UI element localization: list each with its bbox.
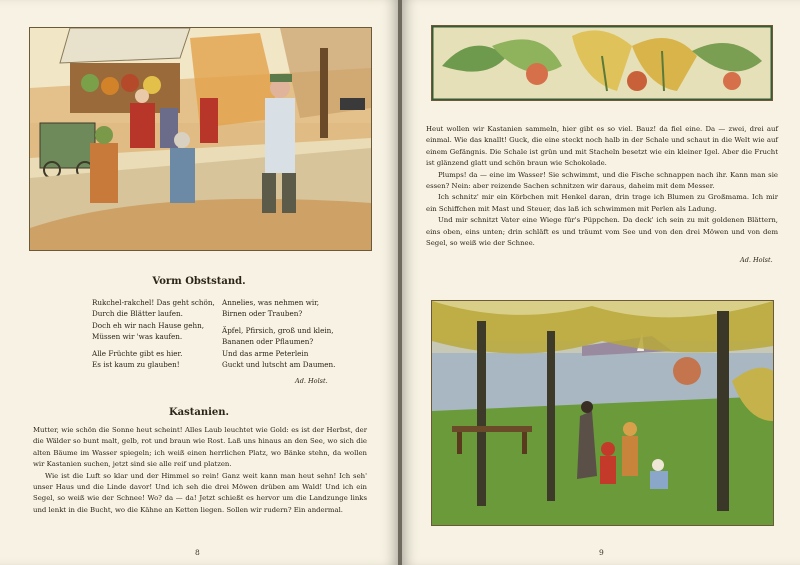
lake-chestnut-illustration [431, 300, 774, 526]
fruit-stand-illustration [29, 27, 372, 251]
page-number: 8 [195, 548, 200, 557]
section-title: Kastanien. [168, 407, 230, 418]
paragraph: Und mir schnitzt Vater eine Wiege für's Püppchen. Da deck' ich sein zu mit goldenen Blättern, eins oben, eins unten; drin schläft es und träumt vom See und von den drei Möwen und von dem Segel, so weiß wie der Schnee. [426, 216, 778, 248]
poem-title: Vorm Obststand. [152, 276, 246, 287]
poem-column-2 [222, 297, 335, 370]
poem-line: Es ist kaum zu glauben! [92, 360, 180, 370]
paragraph: Heut wollen wir Kastanien sammeln, hier gibt es so viel. Bauz! da fiel eine. Da — zwei, drei auf einmal. Wie das knallt! Guck, die eine steckt noch halb in der Schale und schaut in die Welt wie auf einem Gefängnis. Die Schale ist grün und mit Stacheln besetzt wie ein kleiner Igel. Aber die Frucht ist glänzend glatt und schön braun wie Schokolade. [426, 125, 778, 168]
poem-signature: Ad. Holst. [295, 377, 328, 385]
left-page [0, 0, 398, 565]
paragraph: Plumps! da — eine im Wasser! Sie schwimmt, und die Fische schnappen nach ihr. Kann man sie essen? Nein: aber reizende Sachen schnitzen wir daraus, daheim mit dem Messer. [426, 170, 778, 191]
chestnut-leaf-border-illustration [431, 25, 773, 101]
story-signature: Ad. Holst. [740, 256, 773, 264]
paragraph: Ich schnitz' mir ein Körbchen mit Henkel daran, drin trage ich Blumen zu Großmama. Ich mir ein Schiffchen mit Mast und Steuer, das laß ich schwimmen mit Perlen als Ladung. [426, 193, 778, 213]
poem-line: Birnen oder Trauben? [222, 309, 303, 319]
poem-line: Rukchel-rakchel! Das geht schön, [92, 298, 215, 307]
poem-line: Durch die Blätter laufen. [92, 309, 183, 319]
section-text [33, 425, 367, 516]
poem-line: Guckt und lutscht am Daumen. [222, 360, 336, 370]
page-number: 9 [599, 548, 604, 557]
paragraph: Mutter, wie schön die Sonne heut scheint! Alles Laub leuchtet wie Gold: es ist der Herbst, der die Wälder so bunt malt, gelb, rot und braun wie Rost. Laß uns hinaus an den See, wo sich die alten Bäume im Wasser spiegeln; ich weiß einen herrlichen Platz, wo Bänke stehn, da wollen wir Kastanien suchen, jetzt sind sie alle reif und platzen. [33, 426, 367, 469]
poem-column-1 [92, 297, 215, 370]
poem-line: Doch eh wir nach Hause gehn, [92, 320, 205, 330]
poem-line: Alle Früchte gibt es hier. [92, 348, 183, 358]
story-text [426, 124, 778, 249]
poem-line: Bananen oder Pflaumen? [222, 337, 314, 347]
poem-line: Müssen wir 'was kaufen. [92, 332, 183, 342]
poem-line: Äpfel, Pfirsich, groß und klein, [222, 325, 334, 335]
poem-line: Annelies, was nehmen wir, [222, 298, 320, 307]
right-page [402, 0, 800, 565]
paragraph: Wie ist die Luft so klar und der Himmel so rein! Ganz weit kann man heut sehn! Ich seh' unser Haus und die Linde davor! Und ich seh die drei Möwen drüben am Wald! Und ich ein Segel, so weiß wie der Schnee! Wo? da — da! Jetzt schießt es hervor um die Landzunge links und lenkt in die Bucht, wo die Kähne an Ketten liegen. Sollen wir rudern? Ein andermal. [33, 471, 367, 514]
poem-line: Und das arme Peterlein [222, 348, 309, 358]
